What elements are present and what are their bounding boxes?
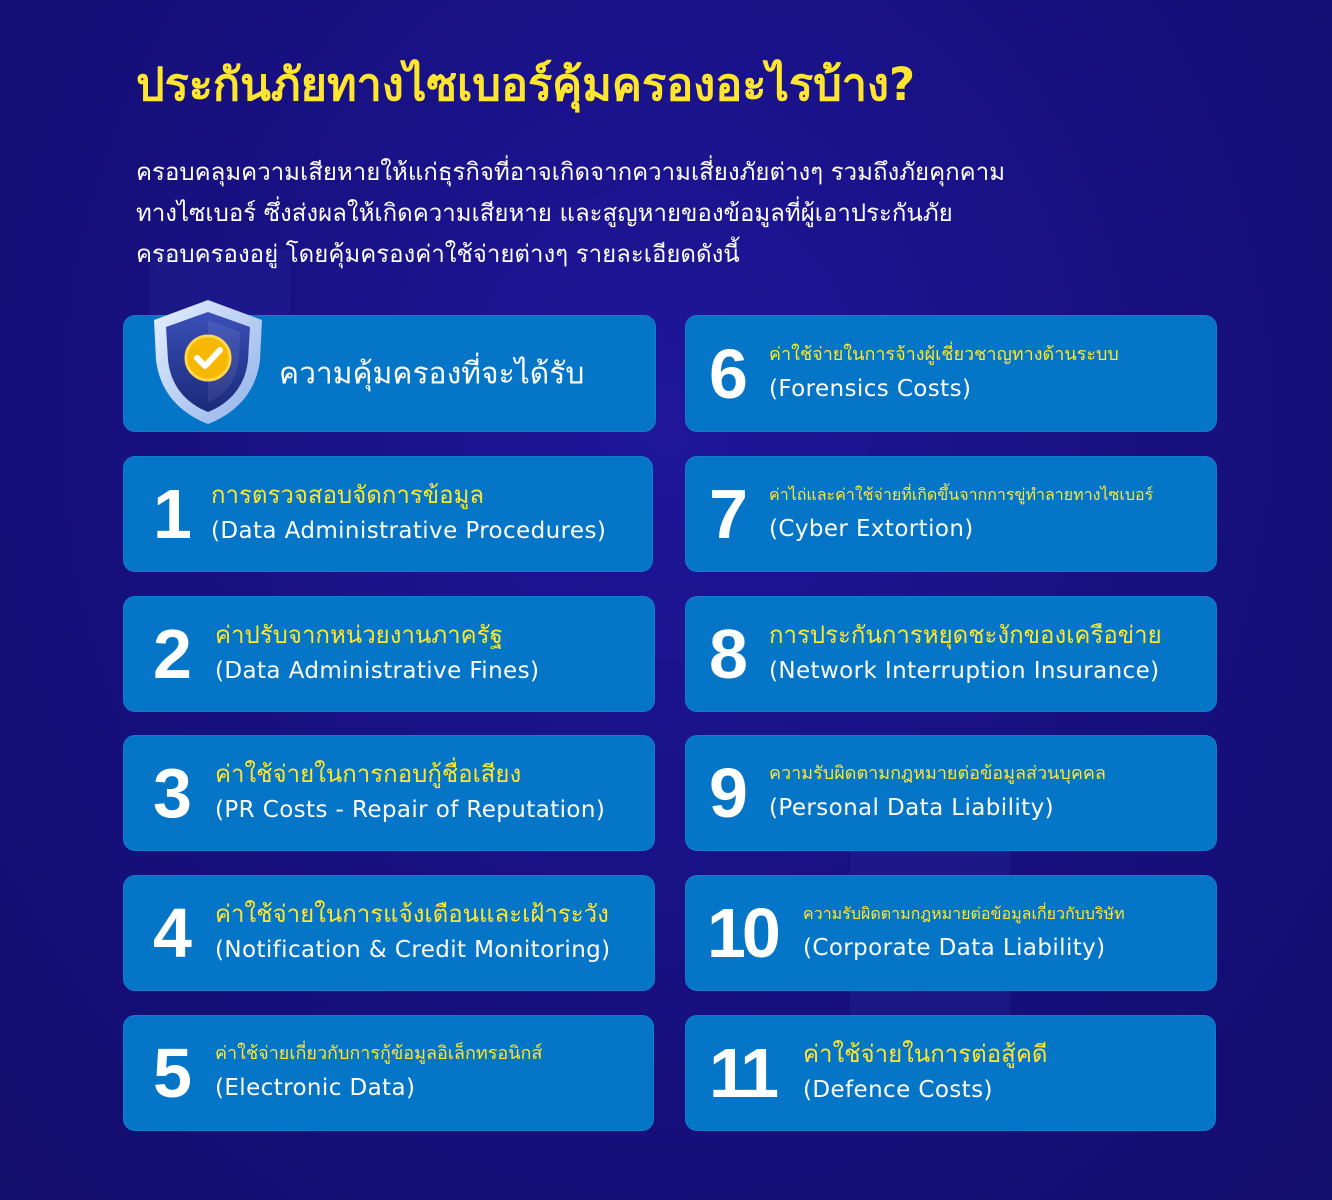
item-number: 4 xyxy=(153,894,188,972)
item-english-label: (Personal Data Liability) xyxy=(769,795,1054,821)
item-thai-label: ความรับผิดตามกฎหมายต่อข้อมูลส่วนบุคคล xyxy=(769,763,1106,784)
item-number: 8 xyxy=(709,615,744,693)
intro-line: ครอบครองอยู่ โดยคุ้มครองค่าใช้จ่ายต่างๆ รายละเอียดดังนี้ xyxy=(136,240,740,268)
coverage-header-label: ความคุ้มครองที่จะได้รับ xyxy=(279,356,585,391)
item-number: 6 xyxy=(709,334,744,413)
item-thai-label: ค่าใช้จ่ายในการต่อสู้คดี xyxy=(803,1040,1048,1068)
coverage-item-10 xyxy=(685,875,1217,991)
item-english-label: (Forensics Costs) xyxy=(769,375,972,402)
item-number: 10 xyxy=(707,894,777,972)
coverage-item-5 xyxy=(123,1015,654,1131)
coverage-item-8 xyxy=(685,596,1217,712)
item-number: 7 xyxy=(709,475,744,553)
coverage-item-4 xyxy=(123,875,655,991)
item-english-label: (Data Administrative Procedures) xyxy=(211,518,607,544)
item-thai-label: ค่าใช้จ่ายในการกอบกู้ชื่อเสียง xyxy=(215,760,522,788)
intro-line: ครอบคลุมความเสียหายให้แก่ธุรกิจที่อาจเกิดจากความเสี่ยงภัยต่างๆ รวมถึงภัยคุกคาม xyxy=(136,158,1006,186)
item-thai-label: ค่าใช้จ่ายในการแจ้งเตือนและเฝ้าระวัง xyxy=(215,900,609,928)
item-number: 1 xyxy=(153,475,188,553)
coverage-item-7 xyxy=(685,456,1217,572)
item-number: 5 xyxy=(153,1034,188,1112)
coverage-item-2 xyxy=(123,596,655,712)
item-thai-label: ความรับผิดตามกฎหมายต่อข้อมูลเกี่ยวกับบริษัท xyxy=(803,904,1125,923)
intro-paragraph xyxy=(136,152,1216,275)
item-thai-label: การประกันการหยุดชะงักของเครือข่าย xyxy=(769,621,1162,649)
intro-line: ทางไซเบอร์ ซึ่งส่งผลให้เกิดความเสียหาย และสูญหายของข้อมูลที่ผู้เอาประกันภัย xyxy=(136,199,953,227)
item-english-label: (Notification & Credit Monitoring) xyxy=(215,937,611,963)
item-english-label: (Corporate Data Liability) xyxy=(803,935,1106,961)
item-thai-label: ค่าปรับจากหน่วยงานภาครัฐ xyxy=(215,621,503,649)
item-thai-label: ค่าไถ่และค่าใช้จ่ายที่เกิดขึ้นจากการขู่ทำลายทางไซเบอร์ xyxy=(769,485,1154,504)
coverage-item-3 xyxy=(123,735,655,851)
item-english-label: (Defence Costs) xyxy=(803,1077,993,1103)
coverage-item-6 xyxy=(685,315,1217,432)
item-english-label: (Cyber Extortion) xyxy=(769,516,974,542)
coverage-item-9 xyxy=(685,735,1217,851)
item-number: 9 xyxy=(709,754,744,832)
shield-check-icon xyxy=(150,298,266,426)
item-english-label: (Electronic Data) xyxy=(215,1075,416,1101)
item-number: 3 xyxy=(153,754,188,832)
item-number: 2 xyxy=(153,615,188,693)
item-thai-label: ค่าใช้จ่ายในการจ้างผู้เชี่ยวชาญทางด้านระบบ xyxy=(769,343,1119,365)
item-number: 11 xyxy=(709,1034,775,1112)
page-title: ประกันภัยทางไซเบอร์คุ้มครองอะไรบ้าง? xyxy=(136,58,916,111)
item-english-label: (PR Costs - Repair of Reputation) xyxy=(215,797,606,823)
coverage-item-1 xyxy=(123,456,653,572)
item-english-label: (Data Administrative Fines) xyxy=(215,658,540,684)
coverage-item-11 xyxy=(685,1015,1216,1131)
item-thai-label: การตรวจสอบจัดการข้อมูล xyxy=(211,481,485,509)
item-english-label: (Network Interruption Insurance) xyxy=(769,658,1160,684)
item-thai-label: ค่าใช้จ่ายเกี่ยวกับการกู้ข้อมูลอิเล็กทรอนิกส์ xyxy=(215,1043,543,1064)
